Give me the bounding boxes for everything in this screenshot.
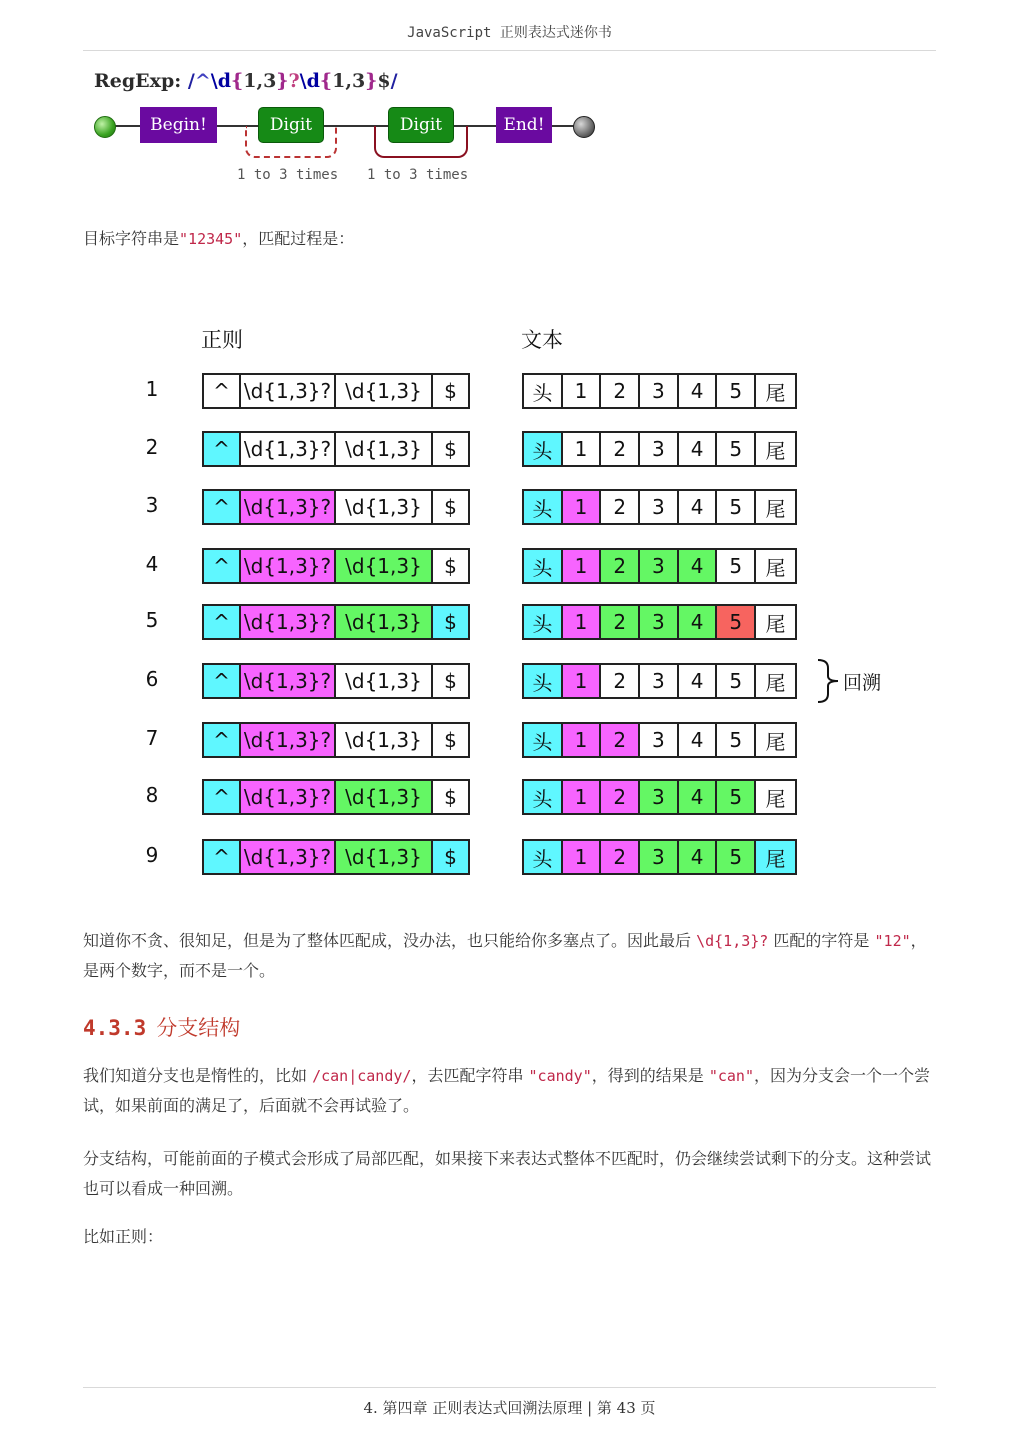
regex-token-cell: ^ <box>204 375 241 407</box>
text-char-cell: 4 <box>679 841 718 873</box>
text-char-cell: 头 <box>524 433 563 465</box>
backtrack-label: 回溯 <box>843 672 882 694</box>
text-char-cell: 3 <box>640 375 679 407</box>
header-rule <box>83 50 936 51</box>
page-footer: 4. 第四章 正则表达式回溯法原理 | 第 43 页 <box>363 1399 656 1417</box>
text-char-cell: 1 <box>563 491 602 523</box>
end-node: End! <box>496 107 552 143</box>
regex-part: / <box>390 70 398 92</box>
text-char-cell: 4 <box>679 433 718 465</box>
running-header: JavaScript 正则表达式迷你书 <box>407 25 612 41</box>
regex-token-row <box>202 489 470 525</box>
text-char-cell: 尾 <box>756 433 795 465</box>
para-text: ，是两个数字，而不是一个。 <box>83 931 927 980</box>
regex-token-cell: \d{1,3} <box>336 375 433 407</box>
para-text: 匹配的字符是 <box>768 931 875 950</box>
regex-token-cell: $ <box>433 665 468 697</box>
text-char-row <box>522 663 797 699</box>
regex-part: $ <box>377 70 391 92</box>
text-char-cell: 2 <box>601 841 640 873</box>
text-char-cell: 3 <box>640 550 679 582</box>
text-char-cell: 5 <box>717 606 756 638</box>
para-text: 知道你不贪、很知足，但是为了整体匹配成，没办法，也只能给你多塞点了。因此最后 <box>83 931 697 950</box>
regex-part: { <box>231 70 244 92</box>
text-char-cell: 5 <box>717 375 756 407</box>
regexp-label: RegExp: <box>94 70 182 92</box>
regex-token-cell: \d{1,3}? <box>241 781 336 813</box>
text-char-cell: 头 <box>524 841 563 873</box>
text-char-cell: 5 <box>717 724 756 756</box>
text-char-cell: 5 <box>717 781 756 813</box>
regex-token-cell: \d{1,3}? <box>241 491 336 523</box>
regex-token-cell: \d{1,3} <box>336 781 433 813</box>
text-char-cell: 1 <box>563 606 602 638</box>
regex-token-row <box>202 604 470 640</box>
para-text: ，因为分支会一个一个尝试，如果前面的满足了，后面就不会再试验了。 <box>83 1066 931 1115</box>
text-char-cell: 2 <box>601 375 640 407</box>
text-char-cell: 头 <box>524 724 563 756</box>
inline-code: "12" <box>874 932 911 950</box>
regex-token-cell: \d{1,3}? <box>241 375 336 407</box>
text-char-cell: 2 <box>601 491 640 523</box>
step-number: 3 <box>145 493 159 517</box>
regex-part: ? <box>288 70 300 92</box>
step-number: 1 <box>145 377 159 401</box>
regex-token-cell: ^ <box>204 550 241 582</box>
text-char-cell: 头 <box>524 781 563 813</box>
regex-part: \d <box>210 70 232 92</box>
text-char-cell: 1 <box>563 550 602 582</box>
footer-rule <box>83 1387 936 1388</box>
inline-code: "can" <box>708 1067 754 1085</box>
text-char-cell: 头 <box>524 550 563 582</box>
text-char-cell: 3 <box>640 433 679 465</box>
text-char-cell: 1 <box>563 841 602 873</box>
regex-token-cell: $ <box>433 781 468 813</box>
text-char-row <box>522 839 797 875</box>
step-number: 4 <box>145 552 159 576</box>
text-char-cell: 2 <box>601 665 640 697</box>
text-char-cell: 3 <box>640 665 679 697</box>
text-char-cell: 2 <box>601 724 640 756</box>
brace-icon <box>814 658 842 704</box>
text-char-cell: 4 <box>679 781 718 813</box>
text-char-cell: 4 <box>679 606 718 638</box>
text-char-row <box>522 489 797 525</box>
section-title: 分支结构 <box>156 1016 241 1040</box>
text-char-cell: 3 <box>640 724 679 756</box>
regex-token-cell: \d{1,3}? <box>241 665 336 697</box>
regex-token-row <box>202 839 470 875</box>
section-number: 4.3.3 <box>83 1016 147 1040</box>
step-number: 6 <box>145 667 159 691</box>
regex-column-header: 正则 <box>201 328 243 352</box>
regex-token-cell: $ <box>433 841 468 873</box>
regex-token-cell: $ <box>433 375 468 407</box>
para-text: ，得到的结果是 <box>591 1066 709 1085</box>
text-char-cell: 2 <box>601 433 640 465</box>
text-char-cell: 尾 <box>756 841 795 873</box>
text-char-cell: 2 <box>601 781 640 813</box>
paragraph-branch-lazy <box>83 1061 936 1121</box>
text-char-cell: 3 <box>640 606 679 638</box>
text-char-row <box>522 722 797 758</box>
intro-text: 目标字符串是 <box>83 229 180 248</box>
regex-token-cell: \d{1,3}? <box>241 841 336 873</box>
paragraph-example-intro: 比如正则： <box>83 1227 164 1246</box>
regex-railroad-diagram <box>84 62 624 197</box>
text-char-cell: 3 <box>640 781 679 813</box>
text-char-row <box>522 431 797 467</box>
paragraph-lazy-result <box>83 926 936 986</box>
regex-part: 1,3 <box>243 70 277 92</box>
intro-code: "12345" <box>179 230 243 248</box>
regexp-title <box>94 70 398 92</box>
regex-part: } <box>365 70 378 92</box>
text-char-cell: 尾 <box>756 375 795 407</box>
regex-token-cell: $ <box>433 724 468 756</box>
regex-token-row <box>202 722 470 758</box>
inline-code: /can|candy/ <box>312 1067 412 1085</box>
text-char-cell: 4 <box>679 375 718 407</box>
step-number: 9 <box>145 843 159 867</box>
regex-token-cell: \d{1,3} <box>336 665 433 697</box>
text-char-cell: 2 <box>601 606 640 638</box>
regex-token-cell: \d{1,3} <box>336 550 433 582</box>
regex-token-cell: ^ <box>204 665 241 697</box>
intro-text-end: ，匹配过程是： <box>242 229 355 248</box>
text-char-cell: 头 <box>524 665 563 697</box>
regex-token-row <box>202 431 470 467</box>
text-char-cell: 1 <box>563 375 602 407</box>
start-node <box>94 116 116 138</box>
text-char-cell: 5 <box>717 433 756 465</box>
regex-token-cell: \d{1,3} <box>336 491 433 523</box>
text-char-cell: 3 <box>640 841 679 873</box>
regex-token-cell: \d{1,3}? <box>241 724 336 756</box>
text-char-row <box>522 548 797 584</box>
regex-token-cell: ^ <box>204 841 241 873</box>
regex-token-cell: \d{1,3} <box>336 433 433 465</box>
regex-part: / <box>187 70 195 92</box>
step-number: 7 <box>145 726 159 750</box>
text-column-header: 文本 <box>521 328 563 352</box>
text-char-cell: 5 <box>717 491 756 523</box>
digit-node-1: Digit <box>258 107 324 143</box>
regexp-source <box>188 70 398 92</box>
text-char-cell: 2 <box>601 550 640 582</box>
regex-token-row <box>202 373 470 409</box>
text-char-cell: 尾 <box>756 491 795 523</box>
step-number: 2 <box>145 435 159 459</box>
text-char-cell: 4 <box>679 491 718 523</box>
digit-node-2: Digit <box>388 107 454 143</box>
text-char-cell: 尾 <box>756 781 795 813</box>
regex-part: \d <box>299 70 320 92</box>
regex-token-row <box>202 663 470 699</box>
regex-part: 1,3 <box>332 70 366 92</box>
regex-token-row <box>202 548 470 584</box>
loop-label-1: 1 to 3 times <box>237 167 339 183</box>
text-char-row <box>522 779 797 815</box>
regex-part: } <box>276 70 289 92</box>
text-char-cell: 4 <box>679 724 718 756</box>
para-text: 我们知道分支也是惰性的，比如 <box>83 1066 313 1085</box>
text-char-cell: 尾 <box>756 606 795 638</box>
regex-part: { <box>319 70 333 92</box>
intro-paragraph <box>83 224 936 254</box>
text-char-cell: 5 <box>717 550 756 582</box>
regex-token-cell: $ <box>433 433 468 465</box>
inline-code: \d{1,3}? <box>696 932 769 950</box>
text-char-cell: 5 <box>717 665 756 697</box>
text-char-cell: 尾 <box>756 665 795 697</box>
regex-token-cell: $ <box>433 550 468 582</box>
begin-node: Begin! <box>140 107 217 143</box>
regex-token-cell: \d{1,3}? <box>241 433 336 465</box>
text-char-cell: 4 <box>679 550 718 582</box>
text-char-cell: 尾 <box>756 724 795 756</box>
regex-token-cell: $ <box>433 606 468 638</box>
step-number: 8 <box>145 783 159 807</box>
section-heading <box>83 1012 240 1042</box>
regex-token-cell: ^ <box>204 606 241 638</box>
regex-token-cell: \d{1,3} <box>336 724 433 756</box>
text-char-cell: 1 <box>563 781 602 813</box>
regex-token-cell: ^ <box>204 433 241 465</box>
regex-token-cell: $ <box>433 491 468 523</box>
regex-token-cell: ^ <box>204 781 241 813</box>
regex-token-cell: ^ <box>204 724 241 756</box>
regex-token-row <box>202 779 470 815</box>
text-char-cell: 头 <box>524 606 563 638</box>
regex-token-cell: \d{1,3} <box>336 841 433 873</box>
text-char-cell: 头 <box>524 491 563 523</box>
text-char-row <box>522 373 797 409</box>
text-char-cell: 1 <box>563 724 602 756</box>
text-char-cell: 1 <box>563 665 602 697</box>
para-text: ，去匹配字符串 <box>411 1066 529 1085</box>
text-char-row <box>522 604 797 640</box>
text-char-cell: 尾 <box>756 550 795 582</box>
regex-token-cell: \d{1,3}? <box>241 550 336 582</box>
regex-token-cell: ^ <box>204 491 241 523</box>
text-char-cell: 头 <box>524 375 563 407</box>
text-char-cell: 4 <box>679 665 718 697</box>
inline-code: "candy" <box>528 1067 592 1085</box>
regex-part: ^ <box>194 70 211 92</box>
text-char-cell: 5 <box>717 841 756 873</box>
text-char-cell: 3 <box>640 491 679 523</box>
regex-token-cell: \d{1,3} <box>336 606 433 638</box>
regex-token-cell: \d{1,3}? <box>241 606 336 638</box>
loop-label-2: 1 to 3 times <box>367 167 469 183</box>
terminal-node <box>573 116 595 138</box>
step-number: 5 <box>145 608 159 632</box>
text-char-cell: 1 <box>563 433 602 465</box>
paragraph-branch-backtrack: 分支结构，可能前面的子模式会形成了局部匹配，如果接下来表达式整体不匹配时，仍会继续尝试剩下的分支。这种尝试也可以看成一种回溯。 <box>83 1149 932 1198</box>
